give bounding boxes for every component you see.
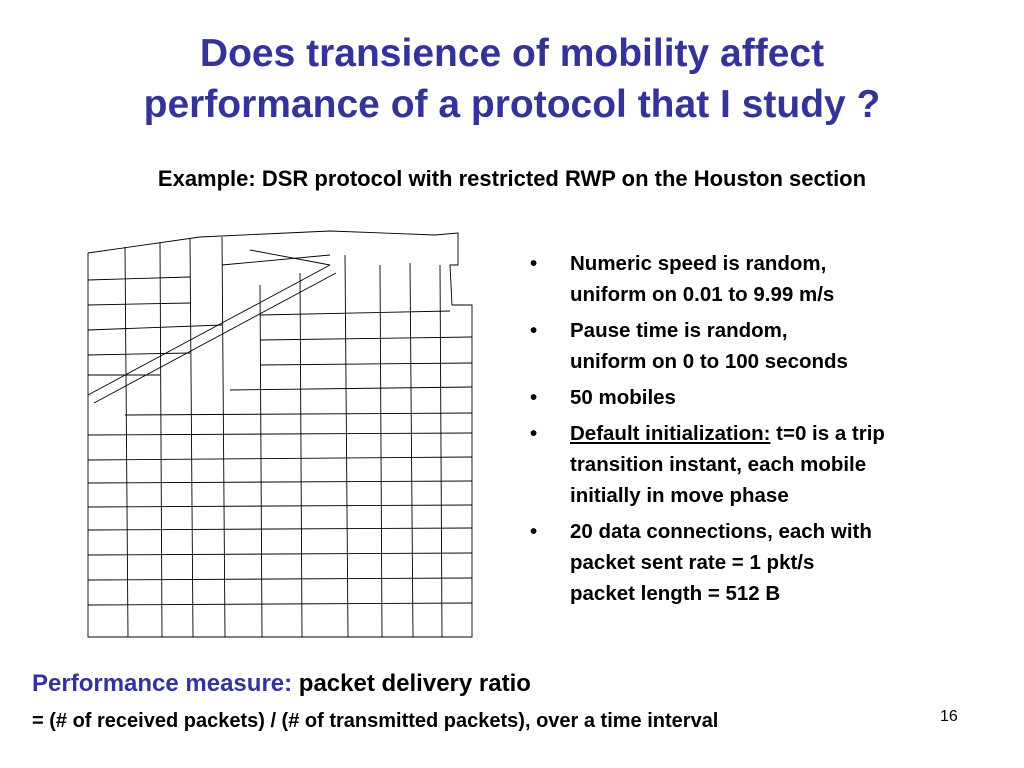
bullet-line: packet sent rate = 1 pkt/s (570, 551, 815, 574)
bullet-line (570, 418, 1000, 449)
performance-label: Performance measure: (32, 670, 293, 697)
slide-subtitle: Example: DSR protocol with restricted RWP on the Houston section (157, 166, 867, 191)
bullet-pause (530, 315, 1000, 377)
diagonal-street (88, 265, 330, 395)
slide-title (40, 28, 984, 130)
page-number: 16 (940, 708, 958, 725)
bullet-line: initially in move phase (570, 484, 789, 507)
performance-value: packet delivery ratio (298, 670, 531, 697)
bullet-marker: • (530, 319, 538, 342)
underlined-term: Default initialization: (570, 422, 771, 445)
title-line-2: performance of a protocol that I study ? (143, 83, 881, 126)
bullet-marker: • (530, 386, 538, 409)
bullet-line: transition instant, each mobile (570, 453, 867, 476)
bullet-list (530, 248, 1000, 614)
bullet-marker: • (530, 252, 538, 275)
bullet-line: uniform on 0.01 to 9.99 m/s (570, 283, 835, 306)
bullet-line: Numeric speed is random, (570, 252, 827, 275)
bullet-text: t=0 is a trip (770, 422, 885, 445)
title-line-1: Does transience of mobility affect (199, 32, 825, 75)
bullet-line: packet length = 512 B (570, 582, 781, 605)
bullet-initialization (530, 418, 1000, 511)
bullet-line: Pause time is random, (570, 319, 788, 342)
bullet-speed (530, 248, 1000, 310)
houston-street-map (80, 225, 480, 645)
bullet-marker: • (530, 422, 538, 445)
bullet-marker: • (530, 520, 538, 543)
bullet-line: 20 data connections, each with (570, 520, 872, 543)
bullet-connections (530, 516, 1000, 609)
bullet-line: 50 mobiles (570, 386, 676, 409)
bullet-mobiles (530, 382, 1000, 413)
performance-measure (32, 670, 531, 698)
formula: = (# of received packets) / (# of transmitted packets), over a time interval (32, 710, 719, 732)
bullet-line: uniform on 0 to 100 seconds (570, 350, 848, 373)
